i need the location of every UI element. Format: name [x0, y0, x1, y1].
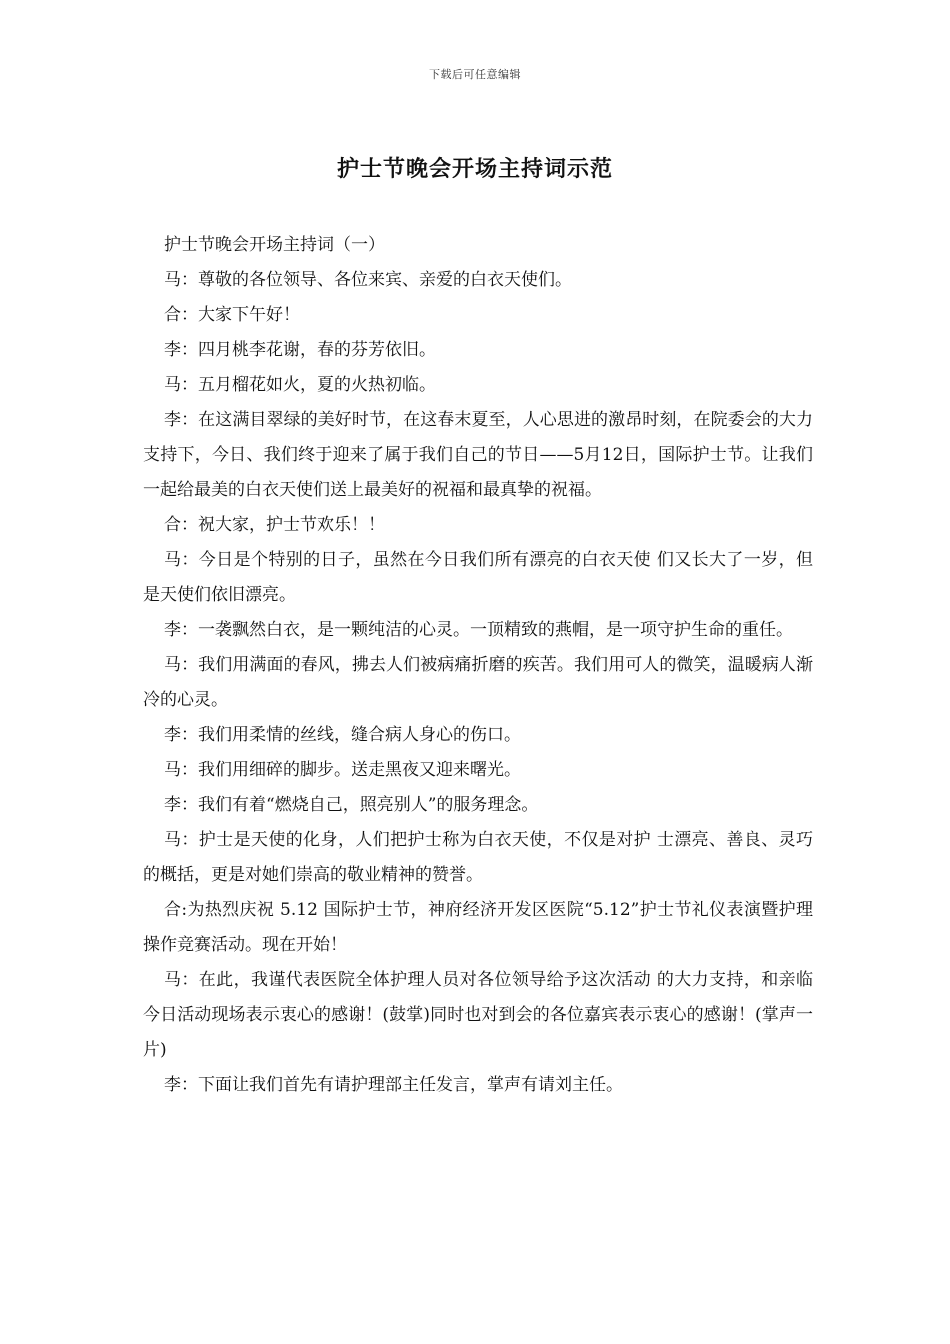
- header-note: 下载后可任意编辑: [429, 68, 521, 81]
- paragraph: 李：我们有着“燃烧自己，照亮别人”的服务理念。: [164, 795, 539, 815]
- paragraph: 李：在这满目翠绿的美好时节，在这春末夏至，人心思进的激昂时刻，在院委会的大力支持下，今日、我们终于迎来了属于我们自己的节日——5月12日，国际护士节。让我们一起给最美的白衣天使们送上最美好的祝福和最真挚的祝福。: [143, 410, 813, 500]
- document-body: [143, 228, 813, 1103]
- paragraph: 马：在此，我谨代表医院全体护理人员对各位领导给予这次活动 的大力支持，和亲临今日活动现场表示衷心的感谢！(鼓掌)同时也对到会的各位嘉宾表示衷心的感谢！(掌声一片): [143, 970, 813, 1060]
- paragraph: 李：我们用柔情的丝线，缝合病人身心的伤口。: [164, 725, 521, 745]
- paragraph: 马：我们用细碎的脚步。送走黑夜又迎来曙光。: [164, 760, 521, 780]
- paragraph: 合：祝大家，护士节欢乐！！: [164, 515, 385, 535]
- paragraph: 合：大家下午好！: [164, 305, 300, 325]
- paragraph: 李：一袭飘然白衣，是一颗纯洁的心灵。一顶精致的燕帽，是一项守护生命的重任。: [164, 620, 793, 640]
- paragraph: 马：尊敬的各位领导、各位来宾、亲爱的白衣天使们。: [164, 270, 572, 290]
- paragraph: 合:为热烈庆祝 5.12 国际护士节，神府经济开发区医院“5.12”护士节礼仪表演暨护理操作竞赛活动。现在开始！: [143, 900, 813, 955]
- paragraph-section-heading: 护士节晚会开场主持词（一）: [164, 235, 385, 255]
- paragraph: 李：下面让我们首先有请护理部主任发言，掌声有请刘主任。: [164, 1075, 623, 1095]
- document-title: 护士节晚会开场主持词示范: [336, 156, 613, 182]
- paragraph: 马：今日是个特别的日子，虽然在今日我们所有漂亮的白衣天使 们又长大了一岁，但是天使们依旧漂亮。: [143, 550, 813, 605]
- paragraph: 马：五月榴花如火，夏的火热初临。: [164, 375, 436, 395]
- paragraph: 马：我们用满面的春风，拂去人们被病痛折磨的疾苦。我们用可人的微笑，温暖病人渐冷的心灵。: [143, 655, 813, 710]
- paragraph: 马：护士是天使的化身，人们把护士称为白衣天使，不仅是对护 士漂亮、善良、灵巧的概括，更是对她们崇高的敬业精神的赞誉。: [143, 830, 813, 885]
- paragraph: 李：四月桃李花谢，春的芬芳依旧。: [164, 340, 436, 360]
